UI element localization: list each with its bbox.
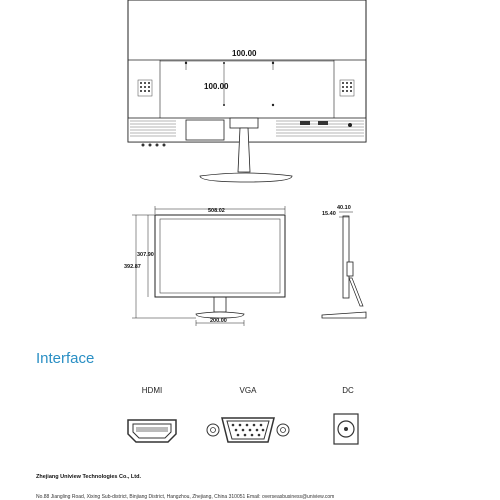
inner-height-label: 307.90 bbox=[137, 252, 154, 258]
hdmi-port-icon bbox=[128, 420, 176, 442]
dc-label: DC bbox=[342, 386, 354, 395]
vesa-height-label: 100.00 bbox=[204, 82, 229, 91]
dc-port-icon bbox=[334, 414, 358, 444]
depth-top-label: 40.10 bbox=[337, 205, 351, 211]
depth-panel-label: 15.40 bbox=[322, 211, 336, 217]
vesa-width-label: 100.00 bbox=[232, 49, 257, 58]
company-name: Zhejiang Uniview Technologies Co., Ltd. bbox=[36, 474, 142, 480]
vga-label: VGA bbox=[239, 386, 257, 395]
outer-height-label: 392.87 bbox=[124, 264, 141, 270]
base-width-label: 200.00 bbox=[210, 318, 227, 324]
interface-heading: Interface bbox=[36, 350, 95, 367]
vga-port-icon bbox=[207, 418, 289, 442]
width-dimension-label: 508.02 bbox=[208, 208, 225, 214]
hdmi-label: HDMI bbox=[141, 386, 163, 395]
company-address: No.88 Jiangling Road, Xixing Sub-district, Binjiang District, Hangzhou, Zhejiang, China 310051 Email: overseasbusiness@uniview.com bbox=[36, 494, 335, 500]
